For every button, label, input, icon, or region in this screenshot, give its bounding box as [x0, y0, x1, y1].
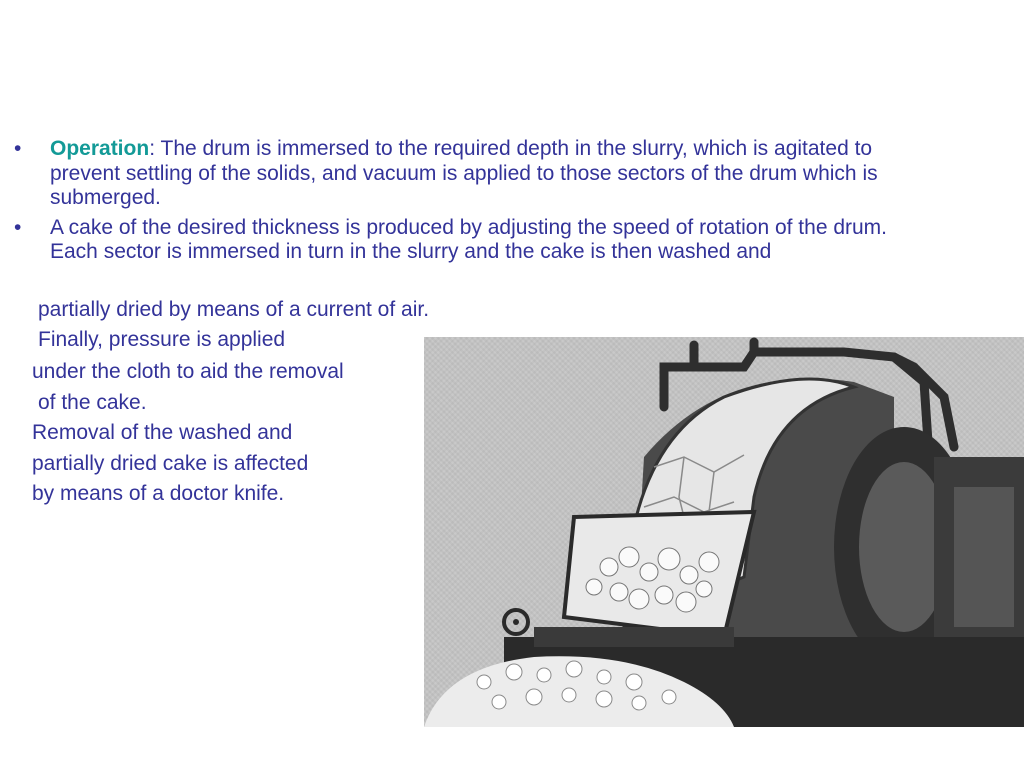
bullet-marker: • — [14, 137, 22, 160]
continuation-line: Finally, pressure is applied — [38, 328, 286, 351]
continuation-line: by means of a doctor knife. — [32, 482, 285, 505]
keyword-separator: : — [149, 137, 156, 160]
cake-thickness-text: A cake of the desired thickness is produced by adjusting the speed of rotation of the drum. Each sector is immersed in turn in the slurry and the cake is then washed and — [50, 215, 888, 263]
bullet-list — [14, 137, 914, 270]
bullet-marker: • — [14, 215, 22, 239]
continuation-line: partially dried by means of a current of air. — [38, 298, 430, 321]
continuation-line: of the cake. — [38, 391, 147, 414]
bullet-item-cake-thickness — [14, 216, 914, 265]
operation-keyword: Operation — [50, 137, 150, 160]
rotary-drum-filter-photo — [424, 337, 1024, 727]
bullet-item-operation — [14, 137, 914, 211]
continuation-line: partially dried cake is affected — [32, 452, 309, 475]
continuation-line: under the cloth to aid the removal — [32, 360, 344, 383]
continuation-line: Removal of the washed and — [32, 421, 293, 444]
operation-text: The drum is immersed to the required depth in the slurry, which is agitated to prevent settling of the solids, and vacuum is applied to those sectors of the drum which is submerged. — [50, 137, 878, 209]
